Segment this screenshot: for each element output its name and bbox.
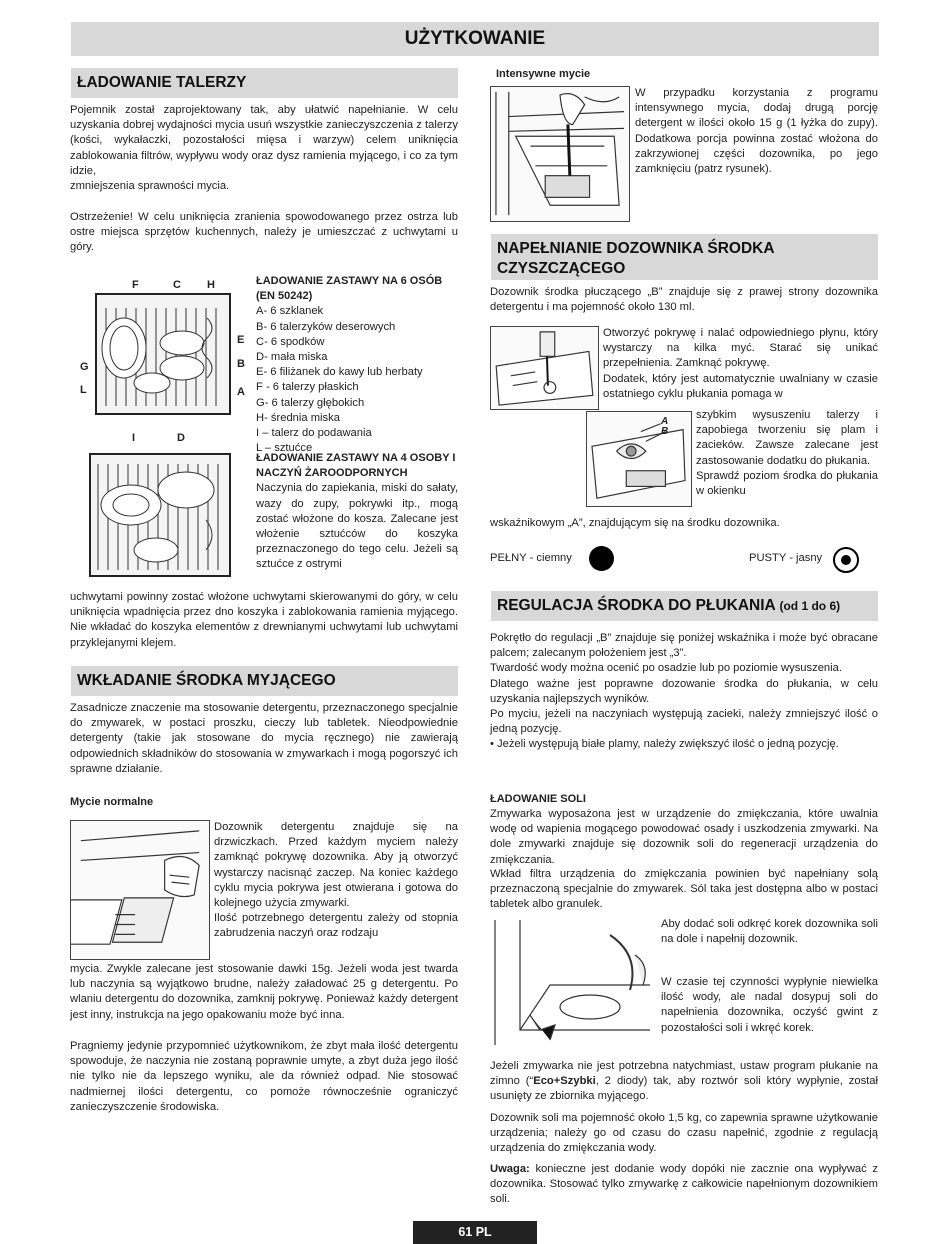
upper-basket-figure <box>92 288 234 427</box>
set6-item: G- 6 talerzy głębokich <box>256 396 365 409</box>
intensive-wash-title: Intensywne mycie <box>496 68 591 80</box>
fig1-label-e: E <box>237 334 245 346</box>
page-title: UŻYTKOWANIE <box>71 22 879 56</box>
salt-p3 <box>490 1059 878 1105</box>
salt-p3-b: , 2 diody) tak, aby roztwór soli który wypłynie, został usunięty ze zbiornika myjącego. <box>490 1075 878 1103</box>
normal-wash-text <box>214 820 458 942</box>
lower-basket-figure <box>86 450 234 582</box>
intensive-wash-drawing <box>491 87 629 221</box>
fig1-label-f: F <box>132 279 139 291</box>
regulation-p5: • Jeżeli występują białe plamy, należy zwiększyć ilość o jedną pozycję. <box>490 738 839 751</box>
salt-p1: Zmywarka wyposażona jest w urządzenie do zmiękczania, które uwalnia wodę od wapienia mogącego powodować osady i uszkodzenia zmywarki. Na dole zmywarki znajduje się dozownik soli do regeneracji urządzenia do zmiękczania. <box>490 808 878 866</box>
rinse-indicator-figure <box>586 411 692 507</box>
set6-item: D- mała miska <box>256 351 328 364</box>
set6-item: C- 6 spodków <box>256 335 325 348</box>
fig1-label-i: I <box>132 432 136 444</box>
rinse-fill-drawing <box>491 327 598 409</box>
loading-intro-end: zmniejszenia sprawności mycia. <box>70 180 230 193</box>
intensive-wash-text: W przypadku korzystania z programu intensywnego mycia, dodaj drugą porcję detergent w ilości około 15 g (1 łyżka do zupy). Dodatkowa porcja powinna zostać włożona do zakrzywionej części dozownika, po jego zamknięciu (patrz rysunek). <box>635 87 878 176</box>
set6-item: L – sztućce <box>256 442 313 455</box>
set6-item: E- 6 filiżanek do kawy lub herbaty <box>256 366 423 379</box>
regulation-heading-sub: (od 1 do 6) <box>779 599 841 613</box>
rinse-text-additive: Dodatek, który jest automatycznie uwalniany w czasie ostatniego cyklu płukania pomaga w <box>603 372 878 400</box>
set6-item: F - 6 talerzy płaskich <box>256 381 359 394</box>
salt-p4: Dozownik soli ma pojemność około 1,5 kg, co zapewnia sprawne użytkowanie urządzenia; należy go od czasu do czasu napełnić, zgodnie z regulacją urządzenia do zmiękczania wody. <box>490 1112 878 1155</box>
set6-item: H- średnia miska <box>256 411 340 424</box>
salt-program-name: Eco+Szybki <box>533 1075 596 1088</box>
set4-title: ŁADOWANIE ZASTAWY NA 4 OSOBY I NACZYŃ ŻAROODPORNYCH <box>256 452 456 480</box>
rinse-indicator-drawing <box>587 412 691 506</box>
regulation-p1: Pokrętło do regulacji „B” znajduje się poniżej wskaźnika i może być obracane palcem; zalecanym położeniem jest „3”. <box>490 632 878 660</box>
salt-fig-text-1: Aby dodać soli odkręć korek dozownika soli na dole i napełnij dozownik. <box>661 918 878 946</box>
set6-item: A- 6 szklanek <box>256 305 324 318</box>
empty-label: PUSTY - jasny <box>749 552 823 564</box>
set6-item: B- 6 talerzyków deserowych <box>256 320 396 333</box>
empty-indicator-icon <box>833 547 859 573</box>
loading-warning: Ostrzeżenie! W celu uniknięcia zranienia spowodowanego przez ostrza lub ostre miejsca sprzętów kuchennych, należy je umieszczać z uchwytami u góry. <box>70 211 458 254</box>
salt-fig-text-2: W czasie tej czynności wypłynie niewielka ilość wody, ale nadal dosypuj soli do napełnienia dozownika, oczyść gwint z pozostałości soli i wkręć korek. <box>661 976 878 1034</box>
rinse-text-check: Sprawdź poziom środka do płukania w okienku <box>696 469 878 498</box>
section-heading-loading: ŁADOWANIE TALERZY <box>71 68 458 98</box>
set4-block <box>256 451 458 573</box>
fig1-label-a: A <box>237 386 245 398</box>
fig1-label-g: G <box>80 361 89 373</box>
salt-note-label: Uwaga: <box>490 1163 530 1175</box>
regulation-p2: Twardość wody można ocenić po osadzie lub po poziomie wysuszenia. <box>490 662 842 675</box>
page-number: 61 PL <box>413 1221 537 1244</box>
rinse-fig-label-a: A <box>661 416 669 427</box>
set6-block <box>256 274 458 456</box>
full-indicator-icon <box>589 546 614 571</box>
salt-drawing <box>490 915 655 1050</box>
loading-intro-text: Pojemnik został zaprojektowany tak, aby ułatwić napełnianie. W celu uzyskania dobrej wydajności mycia usuń wszystkie zanieczyszczenia z talerzy (kości, wykałaczki, pozostałości mięsa i warzyw) celem uniknięcia zablokowania filtrów, wypływu wody oraz dysz ramienia myjącego, i co za tym idzie, <box>70 104 458 177</box>
salt-figure <box>490 915 655 1050</box>
section-heading-regulation <box>491 591 878 621</box>
detergent-intro: Zasadnicze znaczenie ma stosowanie detergentu, przeznaczonego specjalnie do zmywarek, w postaci proszku, cieczy lub tabletek. Nieodpowiednie detergenty (takie jak stosowane do mycia ręcznego) nie zawierają odpowiednich składników do stosowania w zmywarkach i mogą pogorszyć ich sprawne działanie. <box>70 702 458 775</box>
normal-wash-title: Mycie normalne <box>70 796 154 808</box>
regulation-p3: Dlatego ważne jest poprawne dozowanie środka do płukania, w celu uzyskania najlepszych wyników. <box>490 677 878 705</box>
dispenser-door-drawing <box>71 821 209 959</box>
fig1-label-l: L <box>80 384 87 396</box>
normal-wash-text-2: Ilość potrzebnego detergentu zależy od stopnia zabrudzenia naczyń oraz rodzaju <box>214 912 458 940</box>
fig1-label-d: D <box>177 432 185 444</box>
rinse-text-2 <box>696 408 878 499</box>
dispenser-door-figure <box>70 820 210 960</box>
rinse-fig-label-b: B <box>661 426 669 437</box>
intensive-wash-figure <box>490 86 630 222</box>
rinse-intro: Dozownik środka płuczącego „B” znajduje się z prawej strony dozownika detergentu i ma pojemność około 130 ml. <box>490 286 878 314</box>
empty-indicator-dot <box>841 555 851 565</box>
full-label: PEŁNY - ciemny <box>490 552 572 564</box>
upper-basket-drawing <box>92 288 234 427</box>
rinse-fill-figure <box>490 326 599 410</box>
salt-p2: Wkład filtra urządzenia do zmiękczania powinien być napełniany solą przeznaczoną specjalnie do zmywarek. Sól taka jest dostępna albo w postaci tabletek albo granulek. <box>490 868 878 911</box>
set4-text: Naczynia do zapiekania, miski do sałaty, wazy do zupy, pokrywki itp., mogą zostać włożone do kosza. Zalecane jest włożenie sztućców do koszyka przeznaczonego do tego celu. Jeżeli są sztućce z ostrymi <box>256 482 458 571</box>
rinse-text-drying: szybkim wysuszeniu talerzy i zapobiega tworzeniu się plam i zacieków. Zawsze zalecane jest zastosowanie dodatku do płukania. <box>696 409 878 467</box>
regulation-p4: Po myciu, jeżeli na naczyniach występują zacieki, należy zmniejszyć ilość o jedną pozycję. <box>490 708 878 736</box>
fig1-label-h: H <box>207 279 215 291</box>
rinse-text-3: wskaźnikowym „A”, znajdującym się na środku dozownika. <box>490 517 780 529</box>
section-heading-detergent: WKŁADANIE ŚRODKA MYJĄCEGO <box>71 666 458 696</box>
lower-basket-drawing <box>86 450 234 582</box>
fig1-label-c: C <box>173 279 181 291</box>
regulation-heading-main: REGULACJA ŚRODKA DO PŁUKANIA <box>497 597 776 614</box>
fig1-label-b: B <box>237 358 245 370</box>
loading-intro <box>70 103 458 194</box>
set6-title: ŁADOWANIE ZASTAWY NA 6 OSÓB (EN 50242) <box>256 275 443 303</box>
normal-wash-continued: mycia. Zwykle zalecane jest stosowanie dawki 15g. Jeżeli woda jest twarda lub naczynia są wyjątkowo brudne, należy załadować 25 g detergentu. Po wlaniu detergentu do dozownika, zamknij pokrywę. Ponieważ każdy detergent jest inny, instrukcja na jego opakowaniu może być inna. <box>70 963 458 1021</box>
section-heading-rinse: NAPEŁNIANIE DOZOWNIKA ŚRODKA CZYSZCZĄCEGO <box>491 234 878 280</box>
salt-note <box>490 1162 878 1208</box>
salt-heading: ŁADOWANIE SOLI <box>490 793 586 805</box>
salt-p3-a: Jeżeli zmywarka nie jest potrzebna natychmiast, ustaw program płukanie na zimno (“ <box>490 1060 878 1088</box>
normal-wash-text-1: Dozownik detergentu znajduje się na drzwiczkach. Przed każdym myciem należy zamknąć pokrywę dozownika. Aby ją otworzyć wystarczy nacisnąć zaczep. Na koniec każdego cyklu mycia pokrywa jest otwierana i gotowa do kolejnego użycia zmywarki. <box>214 821 458 910</box>
regulation-text <box>490 631 878 753</box>
rinse-text-open: Otworzyć pokrywę i nalać odpowiedniego płynu, który wystarczy na kilka myć. Starać się unikać przepełnienia. Zamknąć pokrywę. <box>603 327 878 370</box>
salt-note-text: konieczne jest dodanie wody dopóki nie zacznie ona wypływać z dozownika. Stosować tylko zmywarkę z całkowicie napełnionym dozownikiem soli. <box>490 1163 878 1206</box>
detergent-closing: Pragniemy jedynie przypomnieć użytkownikom, że zbyt mała ilość detergentu spowoduje, że naczynia nie zostaną poprawnie umyte, a zbyt duża jego ilość nie tylko nie da lepszego wyniku, ale da również odpad. Nie stosować nadmiernej ilości detergentu, co pomoże równocześnie ograniczyć zanieczyszczenie środowiska. <box>70 1040 458 1113</box>
set6-item: I – talerz do podawania <box>256 427 372 440</box>
rinse-text-1 <box>603 326 878 402</box>
set4-continued: uchwytami powinny zostać włożone uchwytami skierowanymi do góry, w celu uniknięcia wpadnięcia przez dno koszyka i zablokowania ramienia myjącego. Nie wkładać do koszyka elementów z drewnianymi uchwytami lub uchwytami przyklejanymi klejem. <box>70 591 458 649</box>
